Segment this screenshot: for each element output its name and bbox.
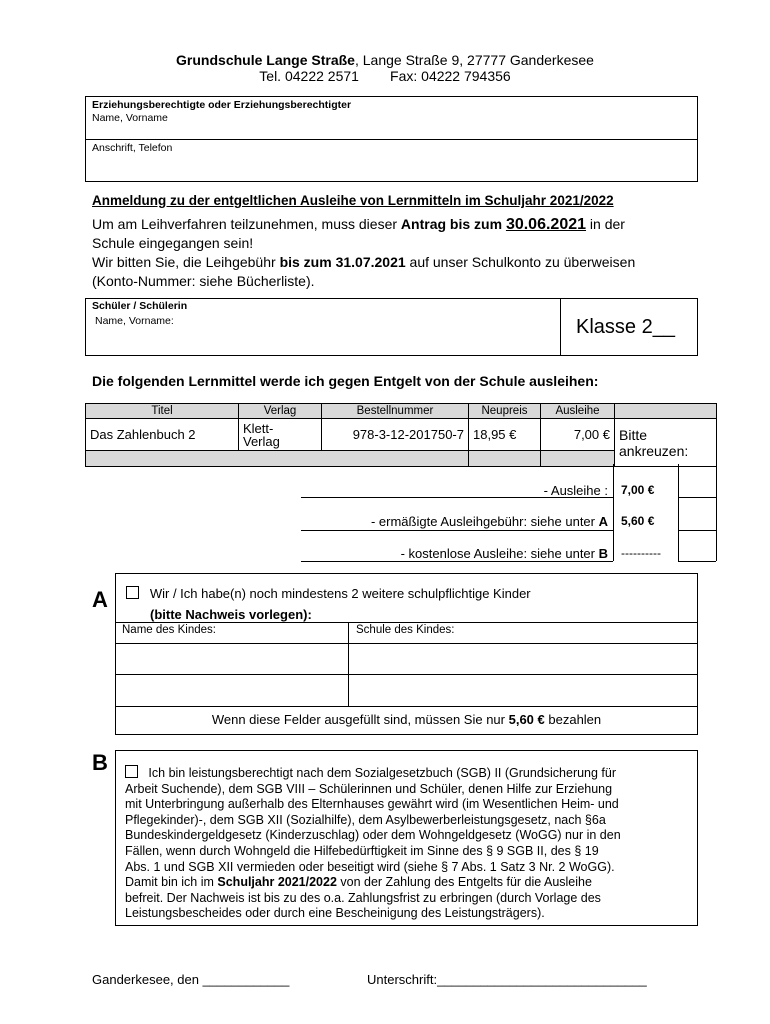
section-b-l1: Ich bin leistungsberechtigt nach dem Sozialgesetzbuch (SGB) II (Grundsicherung für	[148, 766, 617, 780]
fee-free-label	[301, 546, 608, 561]
section-a-text-1: Wir / Ich habe(n) noch mindestens 2 weitere schulpflichtige Kinder	[149, 586, 531, 601]
book-new-price: 18,95 €	[469, 419, 541, 451]
fee-full-value: 7,00 €	[621, 483, 655, 497]
fee-line	[301, 561, 613, 562]
reg-text-2: Schule eingegangen sein!	[92, 235, 254, 251]
registration-text	[92, 215, 712, 291]
fee-reduced-checkbox[interactable]	[679, 531, 716, 561]
section-b-l2: Arbeit Suchende), dem SGB VIII – Schülerinnen und Schüler, denen Hilfe zur Erziehung	[125, 781, 613, 796]
book-publisher-2: Verlag	[243, 433, 280, 449]
tick-hint	[615, 419, 717, 467]
blank-cell	[86, 451, 469, 467]
school-contact-line	[0, 68, 770, 84]
book-loan-price: 7,00 €	[541, 419, 615, 451]
reg-text-1c: in der	[586, 216, 625, 232]
section-b-checkbox[interactable]	[125, 765, 138, 778]
guardian-title: Erziehungsberechtigte oder Erziehungsberechtigter	[92, 99, 352, 111]
section-a-text-2: (bitte Nachweis vorlegen):	[150, 607, 312, 622]
child-name-input-2[interactable]	[116, 675, 348, 706]
section-b-box	[115, 750, 698, 926]
col-child-school: Schule des Kindes:	[356, 624, 455, 636]
book-publisher	[239, 419, 322, 451]
school-header-line	[0, 52, 770, 68]
fee-divider	[613, 464, 614, 561]
section-b-l8a: Damit bin ich im	[125, 875, 218, 890]
fee-divider	[716, 464, 717, 561]
school-name: Grundschule Lange Straße	[176, 52, 355, 68]
fee-full-label: - Ausleihe :	[543, 483, 608, 498]
fee-line	[678, 561, 716, 562]
section-a-line1	[126, 586, 531, 601]
school-fax: Fax: 04222 794356	[390, 68, 511, 84]
fee-reduced-label	[301, 514, 608, 529]
student-title: Schüler / Schülerin	[92, 300, 188, 312]
fee-reduced-text: - ermäßigte Ausleihgebühr: siehe unter	[370, 514, 599, 529]
col-publisher: Verlag	[239, 404, 322, 419]
school-tel: Tel. 04222 2571	[259, 68, 359, 84]
book-order-no: 978-3-12-201750-7	[322, 419, 469, 451]
col-loan: Ausleihe	[541, 404, 615, 419]
section-b-l4: Pflegekinder)-, dem SGB XII (Sozialhilfe), dem Asylbewerberleistungsgesetz, nach §6a	[125, 812, 606, 827]
fee-free-value: ----------	[621, 546, 661, 560]
section-b-text	[125, 765, 695, 922]
book-publisher-1: Klett-	[243, 420, 274, 436]
fee-reduced-ref: A	[598, 514, 608, 529]
reg-text-1b: Antrag bis zum	[400, 216, 506, 232]
fee-full-checkbox[interactable]	[679, 498, 716, 530]
section-b-l10: Leistungsbescheides oder durch eine Bescheinigung des Leistungsträgers).	[125, 906, 545, 921]
col-new-price: Neupreis	[469, 404, 541, 419]
section-a-box	[115, 573, 698, 735]
section-b-l3: mit Unterbringung außerhalb des Elternhauses gewährt wird (im Wesentlichen Heim- und	[125, 797, 619, 812]
col-order-no: Bestellnummer	[322, 404, 469, 419]
tick-hint-1: Bitte	[619, 427, 648, 443]
section-b-letter: B	[92, 750, 108, 775]
reg-payment-date: bis zum 31.07.2021	[279, 254, 406, 270]
books-table	[85, 403, 717, 467]
guardian-divider	[86, 139, 697, 140]
section-a-divider	[116, 622, 697, 623]
table-row	[86, 419, 717, 451]
blank-cell	[541, 451, 615, 467]
child-name-input-1[interactable]	[116, 644, 348, 674]
tick-hint-2: ankreuzen:	[619, 443, 689, 459]
student-name-label: Name, Vorname:	[95, 315, 174, 327]
reg-text-4: (Konto-Nummer: siehe Bücherliste).	[92, 273, 315, 289]
section-b-l8c: von der Zahlung des Entgelts für die Ausleihe	[336, 875, 592, 890]
section-b-l7: Abs. 1 und SGB XII vermieden oder beseitigt wird (siehe § 7 Abs. 1 Satz 3 Nr. 2 WoGG).	[125, 859, 615, 874]
section-b-school-year: Schuljahr 2021/2022	[217, 875, 337, 890]
col-child-name: Name des Kindes:	[122, 624, 216, 636]
place-date-field[interactable]: Ganderkesee, den ____________	[92, 972, 290, 987]
fee-free-text: - kostenlose Ausleihe: siehe unter	[400, 546, 599, 561]
section-b-l6: Fällen, wenn durch Wohngeld die Hilfebedürftigkeit im Sinne des § 9 SGB II, des § 19	[125, 843, 599, 858]
student-box[interactable]	[85, 298, 698, 356]
book-title: Das Zahlenbuch 2	[86, 419, 239, 451]
fee-reduced-value: 5,60 €	[621, 514, 655, 528]
section-a-footer-amount: 5,60 €	[508, 712, 545, 727]
guardian-box[interactable]	[85, 96, 698, 182]
student-divider	[560, 299, 561, 355]
section-a-checkbox[interactable]	[126, 586, 139, 599]
signature-field[interactable]: Unterschrift:_____________________________	[367, 972, 647, 987]
section-a-footer-c: bezahlen	[544, 712, 602, 727]
col-empty	[615, 404, 717, 419]
section-a-divider	[116, 706, 697, 707]
reg-text-1a: Um am Leihverfahren teilzunehmen, muss dieser	[92, 216, 401, 232]
fee-free-ref: B	[598, 546, 608, 561]
col-title: Titel	[86, 404, 239, 419]
child-school-input-2[interactable]	[349, 675, 697, 706]
section-a-footer-a: Wenn diese Felder ausgefüllt sind, müssen Sie nur	[211, 712, 509, 727]
books-table-header	[86, 404, 717, 419]
reg-deadline-date: 30.06.2021	[505, 216, 587, 233]
books-heading: Die folgenden Lernmittel werde ich gegen Entgelt von der Schule ausleihen:	[92, 373, 599, 389]
reg-text-3c: auf unser Schulkonto zu überweisen	[405, 254, 636, 270]
fee-line	[301, 530, 613, 531]
guardian-address-label: Anschrift, Telefon	[92, 142, 173, 154]
section-b-l5: Bundeskindergeldgesetz (Kinderzuschlag) oder dem Wohngeldgesetz (WoGG) nur in den	[125, 828, 621, 843]
guardian-name-label: Name, Vorname	[92, 112, 168, 124]
registration-heading: Anmeldung zu der entgeltlichen Ausleihe von Lernmitteln im Schuljahr 2021/2022	[92, 193, 614, 208]
school-address: , Lange Straße 9, 27777 Ganderkesee	[354, 52, 594, 68]
blank-cell	[469, 451, 541, 467]
class-label: Klasse 2__	[576, 316, 675, 338]
reg-text-3a: Wir bitten Sie, die Leihgebühr	[92, 254, 280, 270]
section-a-letter: A	[92, 587, 108, 612]
child-school-input-1[interactable]	[349, 644, 697, 674]
section-b-l9: befreit. Der Nachweis ist bis zu des o.a. Zahlungsfrist zu erbringen (durch Vorlage des	[125, 890, 601, 905]
section-a-footer	[116, 712, 697, 727]
